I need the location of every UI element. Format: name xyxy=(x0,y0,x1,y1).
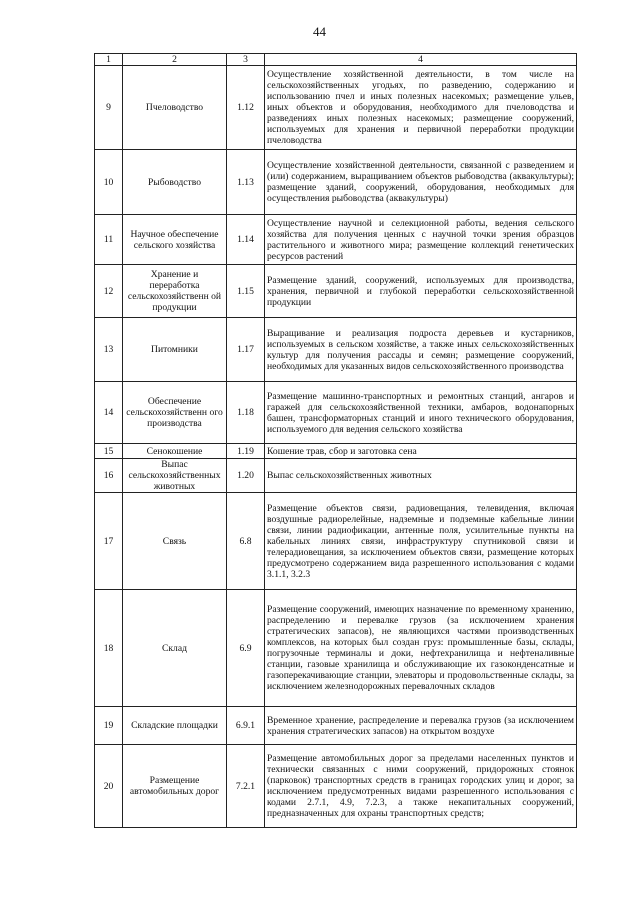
use-type-name: Рыбоводство xyxy=(123,150,227,215)
use-type-name: Связь xyxy=(123,493,227,590)
use-type-description: Выращивание и реализация подроста деревьев и кустарников, используемых в сельском хозяйстве, а также иных сельскохозяйственных культур для получения рассады и семян; размещение сооружений, необходимых для указанных видов сельскохозяйственного производства xyxy=(265,318,577,382)
use-type-code: 1.12 xyxy=(227,66,265,150)
use-type-description: Размещение объектов связи, радиовещания, телевидения, включая воздушные радиорелейные, надземные и подземные кабельные линии связи, линии радиофикации, антенные поля, усилительные пункты на кабельных линиях связи, инфраструктуру спутниковой связи и телерадиовещания, за исключением объектов связи, размещение которых предусмотрено содержанием вида разрешенного использования с кодами 3.1.1, 3.2.3 xyxy=(265,493,577,590)
table-row xyxy=(95,66,577,150)
use-type-code: 1.15 xyxy=(227,265,265,318)
table-row xyxy=(95,382,577,444)
table-row xyxy=(95,493,577,590)
row-number: 16 xyxy=(95,459,123,493)
use-type-description: Размещение автомобильных дорог за пределами населенных пунктов и технически связанных с ними сооружений, придорожных стоянок (парковок) транспортных средств в границах городских улиц и дорог, за исключением предусмотренных видами разрешенного использования с кодами 2.7.1, 4.9, 7.2.3, а также некапитальных сооружений, предназначенных для охраны транспортных средств; xyxy=(265,745,577,828)
table-row xyxy=(95,590,577,707)
use-type-name: Научное обеспечение сельского хозяйства xyxy=(123,215,227,265)
use-type-code: 1.18 xyxy=(227,382,265,444)
use-type-name: Склад xyxy=(123,590,227,707)
row-number: 20 xyxy=(95,745,123,828)
use-type-code: 1.14 xyxy=(227,215,265,265)
table-row xyxy=(95,215,577,265)
table-row xyxy=(95,745,577,828)
table-row xyxy=(95,150,577,215)
table-row xyxy=(95,265,577,318)
use-type-code: 1.17 xyxy=(227,318,265,382)
table-row xyxy=(95,707,577,745)
use-type-description: Кошение трав, сбор и заготовка сена xyxy=(265,444,577,459)
row-number: 17 xyxy=(95,493,123,590)
use-type-code: 1.13 xyxy=(227,150,265,215)
row-number: 19 xyxy=(95,707,123,745)
page-number: 44 xyxy=(313,24,326,39)
use-type-code: 1.19 xyxy=(227,444,265,459)
row-number: 15 xyxy=(95,444,123,459)
header-cell: 1 xyxy=(95,54,123,66)
header-cell: 4 xyxy=(265,54,577,66)
table-header-row xyxy=(95,54,577,66)
use-type-name: Обеспечение сельскохозяйственн ого производства xyxy=(123,382,227,444)
use-type-description: Размещение зданий, сооружений, используемых для производства, хранения, первичной и глубокой переработки сельскохозяйственной продукции xyxy=(265,265,577,318)
table-row xyxy=(95,318,577,382)
row-number: 9 xyxy=(95,66,123,150)
use-type-name: Выпас сельскохозяйственных животных xyxy=(123,459,227,493)
use-type-description: Выпас сельскохозяйственных животных xyxy=(265,459,577,493)
use-type-description: Временное хранение, распределение и перевалка грузов (за исключением хранения стратегических запасов) на открытом воздухе xyxy=(265,707,577,745)
use-type-code: 1.20 xyxy=(227,459,265,493)
use-type-code: 6.9.1 xyxy=(227,707,265,745)
table-row xyxy=(95,459,577,493)
use-type-description: Осуществление научной и селекционной работы, ведения сельского хозяйства для получения ценных с научной точки зрения образцов растительного и животного мира; размещение коллекций генетических ресурсов растений xyxy=(265,215,577,265)
use-type-code: 6.8 xyxy=(227,493,265,590)
row-number: 18 xyxy=(95,590,123,707)
use-type-description: Размещение машинно-транспортных и ремонтных станций, ангаров и гаражей для сельскохозяйственной техники, амбаров, водонапорных башен, трансформаторных станций и иного технического оборудования, используемого для ведения сельского хозяйства xyxy=(265,382,577,444)
use-type-description: Осуществление хозяйственной деятельности, связанной с разведением и (или) содержанием, выращиванием объектов рыбоводства (аквакультуры); размещение зданий, сооружений, оборудования, необходимых для осуществления рыбоводства (аквакультуры) xyxy=(265,150,577,215)
use-type-description: Размещение сооружений, имеющих назначение по временному хранению, распределению и перевалке грузов (за исключением хранения стратегических запасов), не являющихся частями производственных комплексов, на которых был создан груз: промышленные базы, склады, погрузочные терминалы и доки, нефтехранилища и нефтеналивные станции, газовые хранилища и обслуживающие их газоконденсатные и газоперекачивающие станции, элеваторы и продовольственные склады, за исключением железнодорожных перевалочных складов xyxy=(265,590,577,707)
table-row xyxy=(95,444,577,459)
use-type-name: Сенокошение xyxy=(123,444,227,459)
land-use-table xyxy=(94,53,577,828)
row-number: 10 xyxy=(95,150,123,215)
use-type-name: Размещение автомобильных дорог xyxy=(123,745,227,828)
row-number: 12 xyxy=(95,265,123,318)
row-number: 13 xyxy=(95,318,123,382)
header-cell: 2 xyxy=(123,54,227,66)
row-number: 11 xyxy=(95,215,123,265)
use-type-name: Пчеловодство xyxy=(123,66,227,150)
use-type-code: 7.2.1 xyxy=(227,745,265,828)
use-type-name: Складские площадки xyxy=(123,707,227,745)
use-type-name: Хранение и переработка сельскохозяйственн ой продукции xyxy=(123,265,227,318)
row-number: 14 xyxy=(95,382,123,444)
use-type-description: Осуществление хозяйственной деятельности, в том числе на сельскохозяйственных угодьях, по разведению, содержанию и использованию пчел и иных полезных насекомых; размещение ульев, иных объектов и оборудования, необходимого для пчеловодства и разведениях иных полезных насекомых; размещение сооружений, используемых для хранения и первичной переработки продукции пчеловодства xyxy=(265,66,577,150)
header-cell: 3 xyxy=(227,54,265,66)
use-type-name: Питомники xyxy=(123,318,227,382)
use-type-code: 6.9 xyxy=(227,590,265,707)
